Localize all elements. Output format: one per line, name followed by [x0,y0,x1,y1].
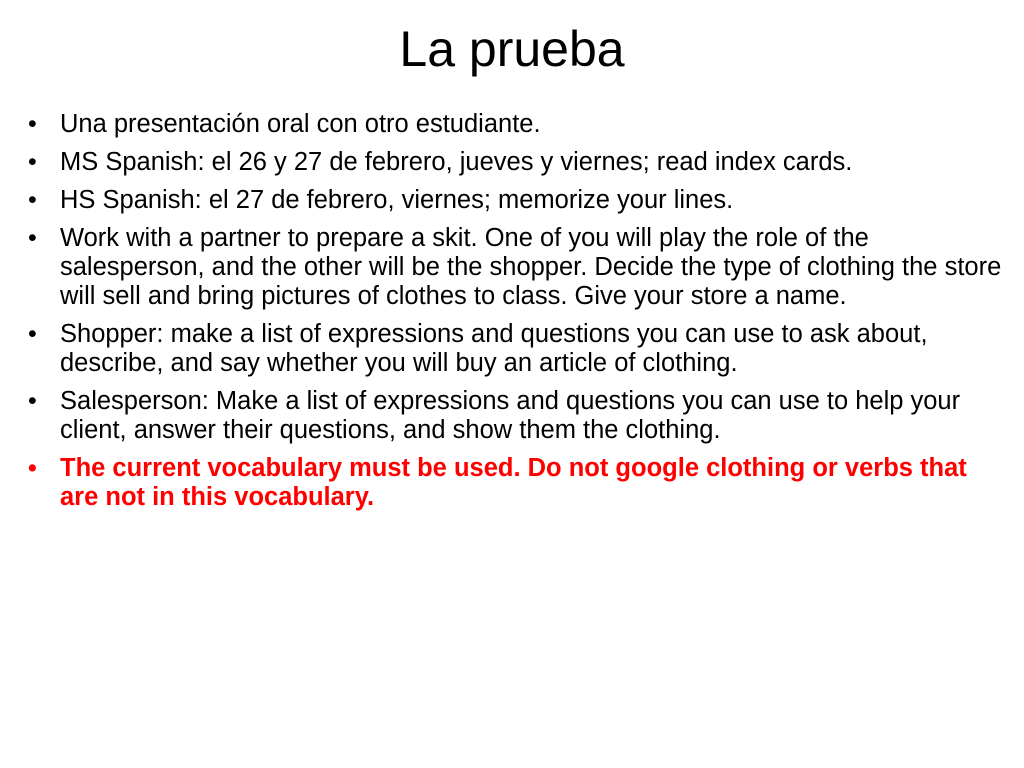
bullet-item [24,186,1004,215]
bullet-item [24,387,1004,445]
bullet-icon: • [28,110,37,138]
bullet-text: MS Spanish: el 26 y 27 de febrero, jueves y viernes; read index cards. [60,148,853,176]
bullet-text: Shopper: make a list of expressions and questions you can use to ask about, describe, and say whether you will buy an article of clothing. [60,320,928,377]
bullet-text: The current vocabulary must be used. Do not google clothing or verbs that are not in this vocabulary. [60,454,967,511]
bullet-item [24,224,1004,311]
bullet-item [24,320,1004,378]
bullet-text: Work with a partner to prepare a skit. One of you will play the role of the salesperson, and the other will be the shopper. Decide the type of clothing the store will sell and bring pictures of clothes to class. Give your store a name. [60,224,1002,310]
bullet-item [24,148,1004,177]
bullet-icon: • [28,148,37,176]
bullet-icon: • [28,224,37,252]
bullet-list [24,110,1004,521]
bullet-text: Una presentación oral con otro estudiante. [60,110,541,138]
bullet-icon: • [28,387,37,415]
bullet-icon: • [28,454,37,482]
bullet-text: HS Spanish: el 27 de febrero, viernes; memorize your lines. [60,186,734,214]
bullet-icon: • [28,320,37,348]
bullet-text: Salesperson: Make a list of expressions and questions you can use to help your client, answer their questions, and show them the clothing. [60,387,961,444]
bullet-item [24,110,1004,139]
slide-title: La prueba [399,21,625,77]
bullet-icon: • [28,186,37,214]
bullet-item-warning [24,454,1004,512]
